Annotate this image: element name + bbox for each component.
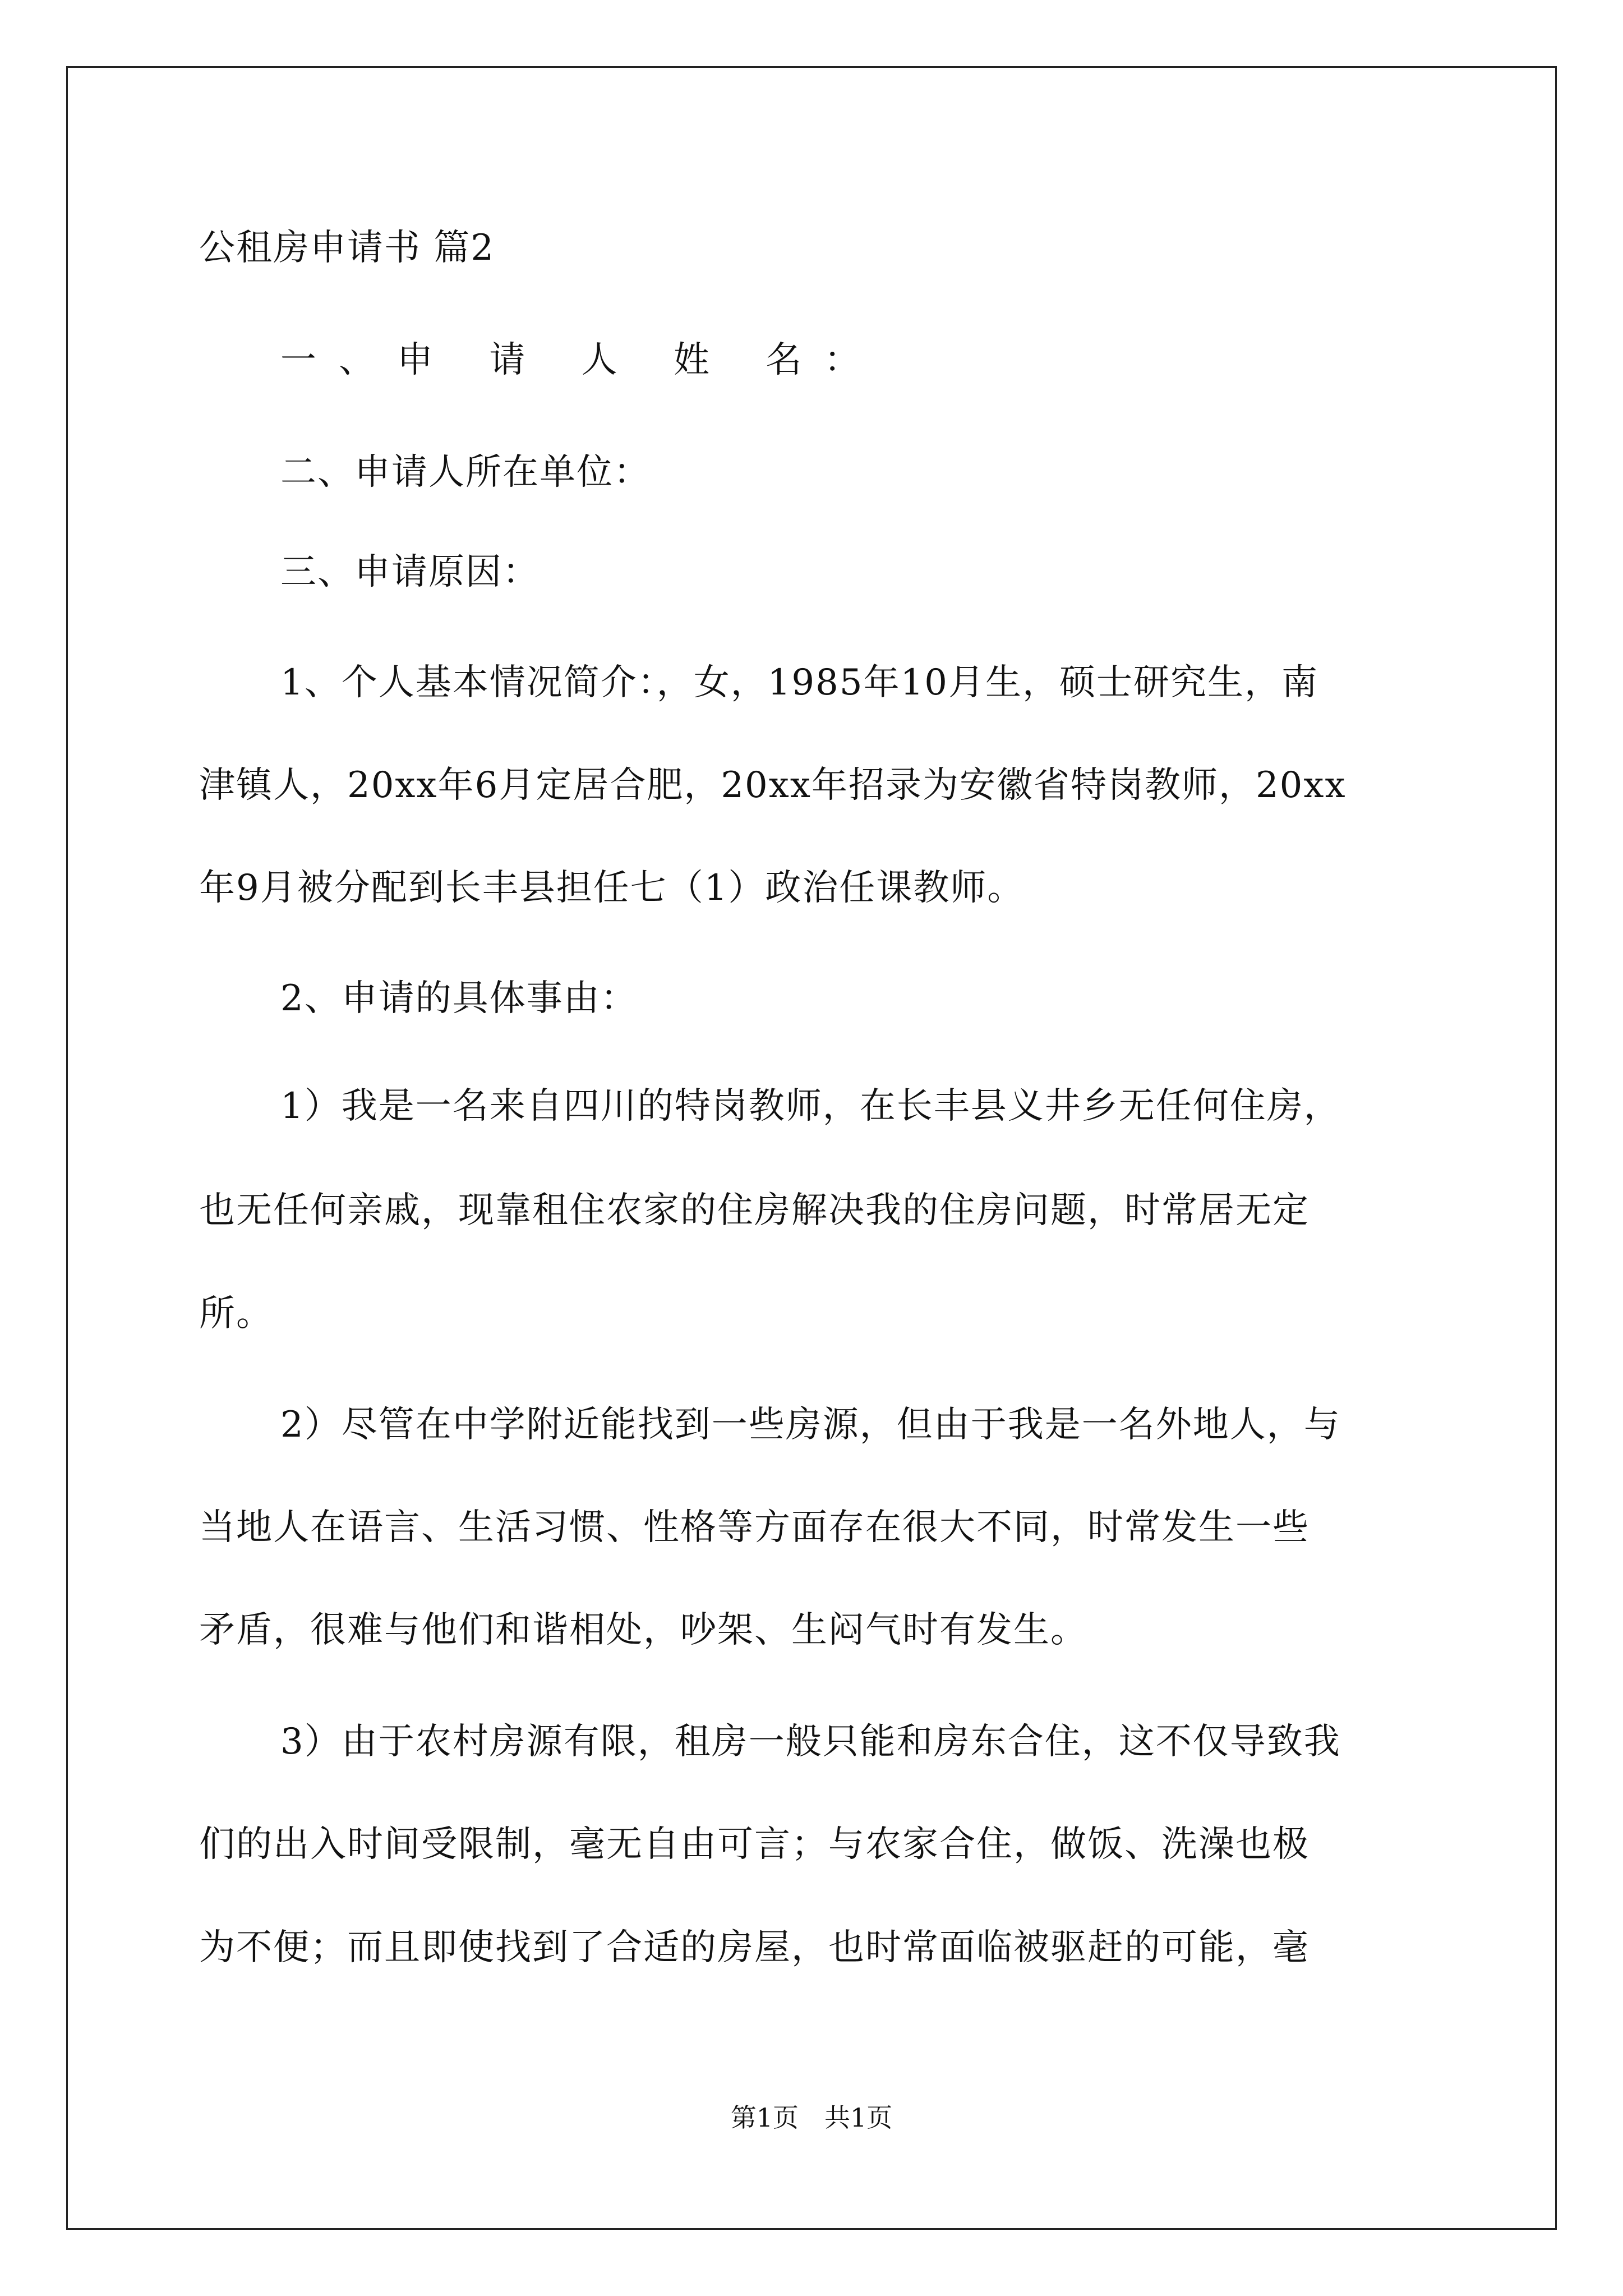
paragraph-line: 也无任何亲戚，现靠租住农家的住房解决我的住房问题，时常居无定 xyxy=(199,1190,1310,1231)
paragraph-line: 1）我是一名来自四川的特岗教师，在长丰县义井乡无任何住房， xyxy=(280,1085,1341,1127)
paragraph-line: 2、申请的具体事由： xyxy=(280,978,638,1019)
page-footer: 第1页 共1页 xyxy=(730,2102,893,2133)
page-border xyxy=(66,66,1557,2230)
paragraph-line: 三、申请原因： xyxy=(280,551,540,593)
paragraph-line: 年9月被分配到长丰县担任七（1）政治任课教师。 xyxy=(199,867,1025,909)
paragraph-line: 二、申请人所在单位： xyxy=(280,452,651,493)
paragraph-line: 所。 xyxy=(199,1293,273,1335)
paragraph-line: 津镇人，20xx年6月定居合肥，20xx年招录为安徽省特岗教师，20xx xyxy=(199,765,1347,806)
paragraph-line: 当地人在语言、生活习惯、性格等方面存在很大不同，时常发生一些 xyxy=(199,1507,1310,1548)
paragraph-line: 1、个人基本情况简介：，女，1985年10月生，硕士研究生，南 xyxy=(280,662,1319,703)
paragraph-line: 3）由于农村房源有限，租房一般只能和房东合住，这不仅导致我 xyxy=(280,1721,1341,1763)
document-heading: 公租房申请书 篇2 xyxy=(199,227,495,269)
paragraph-line: 们的出入时间受限制，毫无自由可言；与农家合住，做饭、洗澡也极 xyxy=(199,1824,1310,1865)
paragraph-line: 一、申 请 人 姓 名： xyxy=(280,339,883,381)
paragraph-line: 2）尽管在中学附近能找到一些房源，但由于我是一名外地人，与 xyxy=(280,1404,1341,1446)
paragraph-line: 为不便；而且即使找到了合适的房屋，也时常面临被驱赶的可能，毫 xyxy=(199,1927,1310,1968)
paragraph-line: 矛盾，很难与他们和谐相处，吵架、生闷气时有发生。 xyxy=(199,1609,1087,1651)
